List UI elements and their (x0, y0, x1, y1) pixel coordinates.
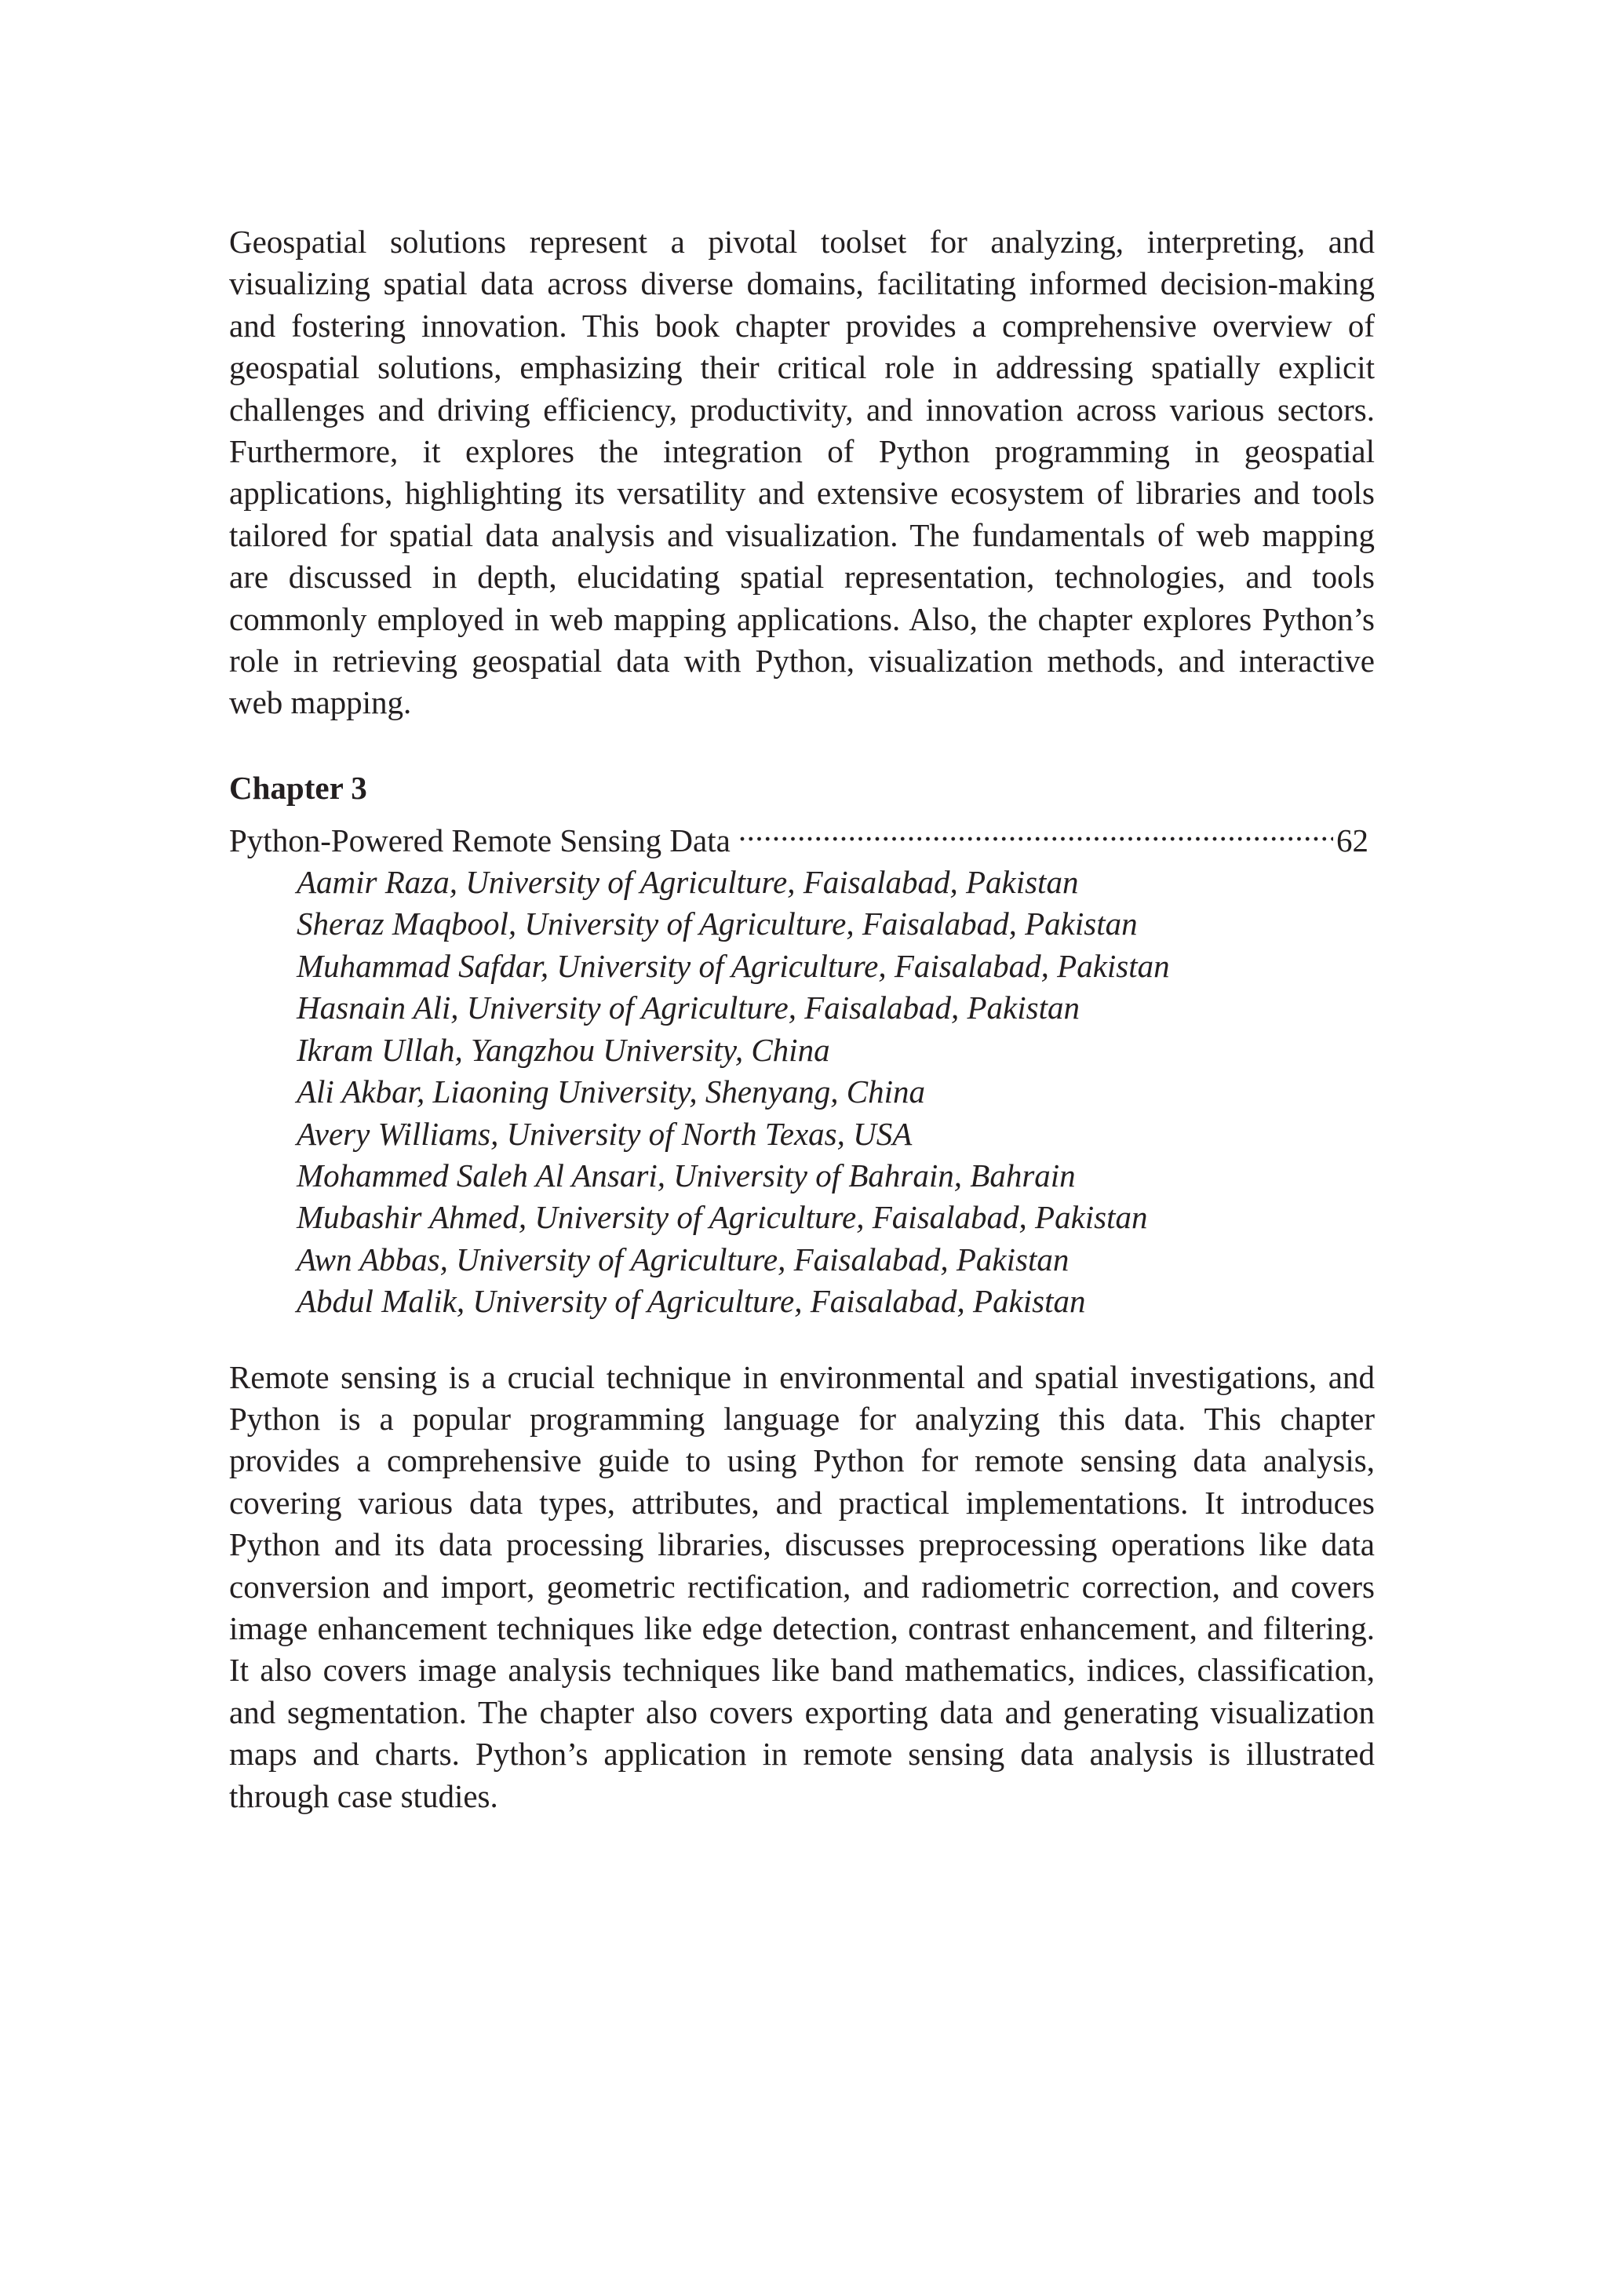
author-item: Mubashir Ahmed, University of Agriculture, Faisalabad, Pakistan (297, 1199, 1148, 1236)
author-item: Sheraz Maqbool, University of Agriculture, Faisalabad, Pakistan (297, 906, 1138, 942)
toc-leader-dots (738, 809, 1333, 851)
chapter-label: Chapter 3 (229, 769, 367, 806)
author-list (229, 862, 1375, 1322)
author-item: Mohammed Saleh Al Ansari, University of Bahrain, Bahrain (297, 1157, 1076, 1194)
chapter-page-number[interactable]: 62 (1336, 822, 1368, 858)
chapter-toc-line[interactable] (229, 809, 1368, 862)
author-item: Hasnain Ali, University of Agriculture, Faisalabad, Pakistan (297, 989, 1080, 1026)
author-item: Ali Akbar, Liaoning University, Shenyang, China (297, 1073, 925, 1110)
toc-page (229, 221, 1375, 1817)
previous-chapter-abstract: Geospatial solutions represent a pivotal toolset for analyzing, interpreting, and visualizing spatial data across diverse domains, facilitating informed decision-making and fostering innovation. This book chapter provides a comprehensive overview of geospatial solutions, emphasizing their critical role in addressing spatially explicit challenges and driving efficiency, productivity, and innovation across various sectors. Furthermore, it explores the integration of Python programming in geospatial applications, highlighting its versatility and extensive ecosystem of libraries and tools tailored for spatial data analysis and visualization. The fundamentals of web mapping are discussed in depth, elucidating spatial representation, technologies, and tools commonly employed in web mapping applications. Also, the chapter explores Python’s role in retrieving geospatial data with Python, visualization methods, and interactive web mapping. (229, 224, 1375, 721)
chapter-abstract: Remote sensing is a crucial technique in environmental and spatial investigations, and Python is a popular programming language for analyzing this data. This chapter provides a comprehensive guide to using Python for remote sensing data analysis, covering various data types, attributes, and practical implementations. It introduces Python and its data processing libraries, discusses preprocessing operations like data conversion and import, geometric rectification, and radiometric correction, and covers image enhancement techniques like edge detection, contrast enhancement, and filtering. It also covers image analysis techniques like band mathematics, indices, classification, and segmentation. The chapter also covers exporting data and generating visualization maps and charts. Python’s application in remote sensing data analysis is illustrated through case studies. (229, 1358, 1375, 1814)
author-item: Aamir Raza, University of Agriculture, Faisalabad, Pakistan (297, 864, 1079, 901)
author-item: Awn Abbas, University of Agriculture, Faisalabad, Pakistan (297, 1241, 1070, 1277)
author-item: Muhammad Safdar, University of Agriculture, Faisalabad, Pakistan (297, 947, 1170, 984)
chapter-entry (229, 767, 1375, 1323)
author-item: Ikram Ullah, Yangzhou University, China (297, 1031, 830, 1068)
chapter-title[interactable]: Python-Powered Remote Sensing Data (229, 822, 731, 858)
author-item: Abdul Malik, University of Agriculture, Faisalabad, Pakistan (297, 1283, 1086, 1320)
author-item: Avery Williams, University of North Texas, USA (297, 1115, 913, 1152)
